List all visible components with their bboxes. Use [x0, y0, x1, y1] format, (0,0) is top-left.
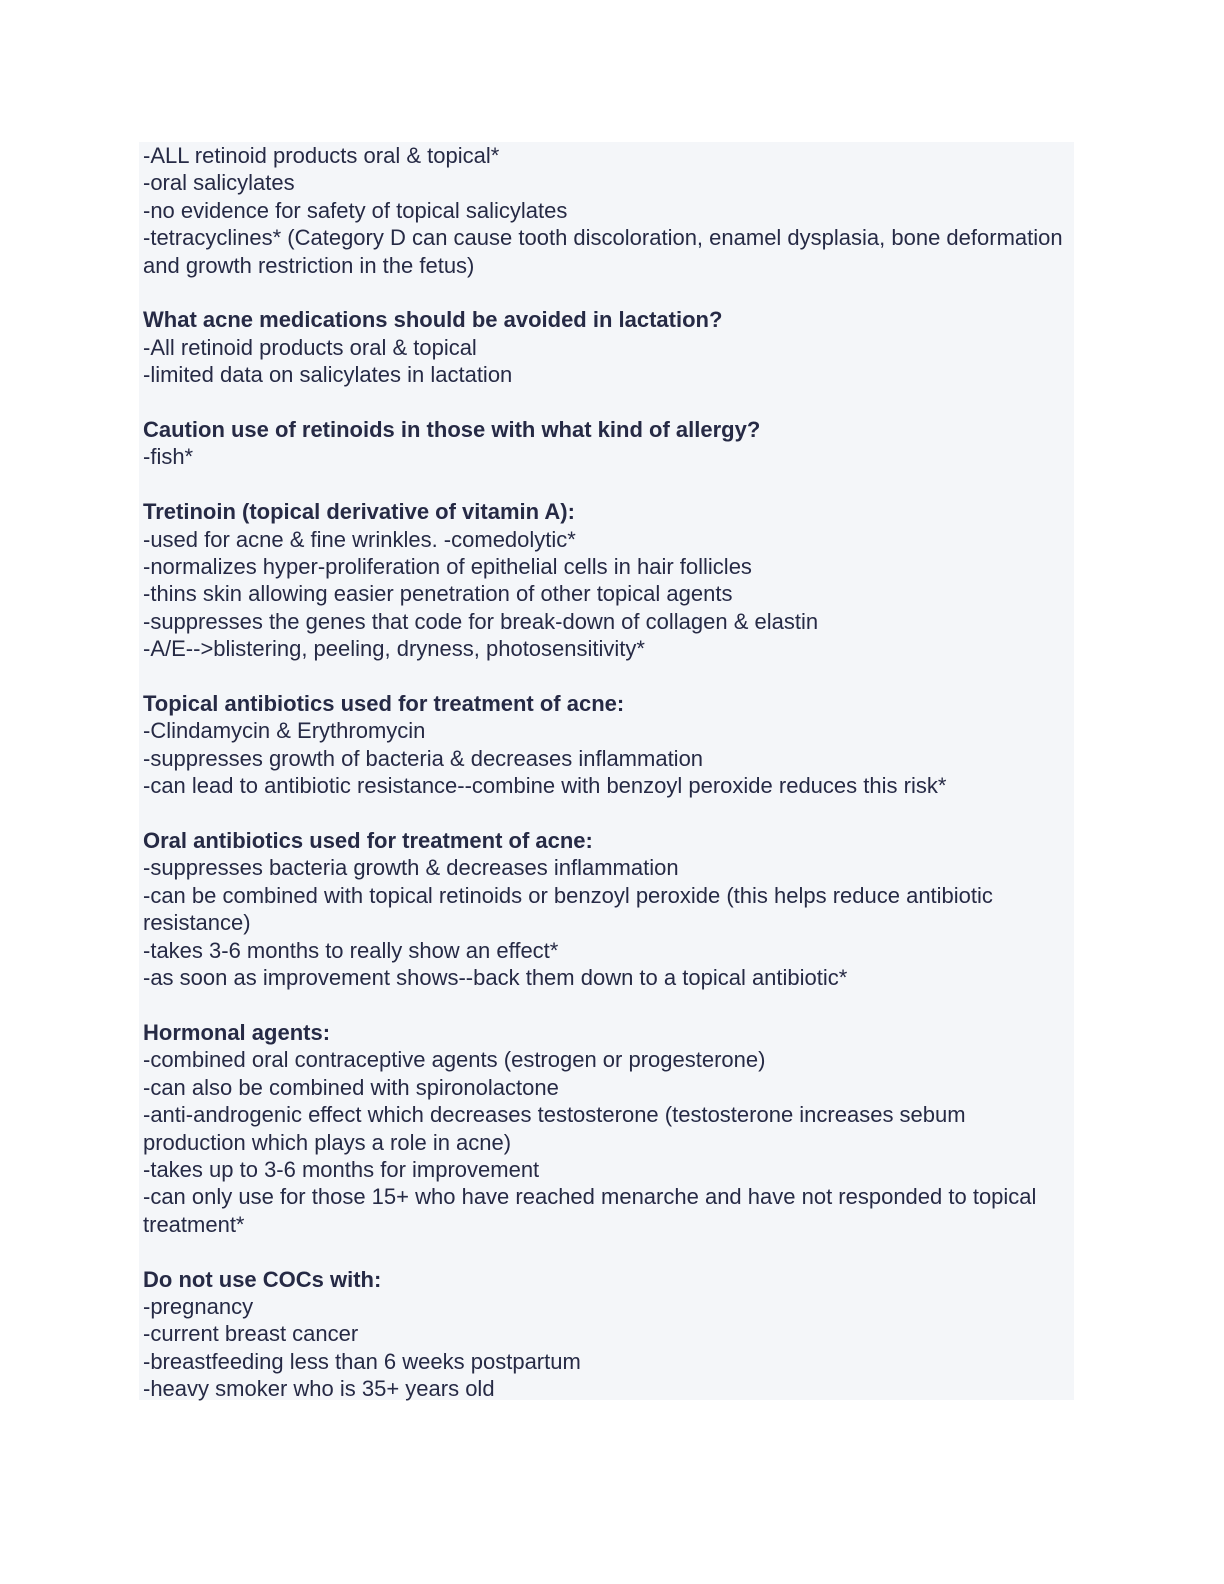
note-line: -tetracyclines* (Category D can cause tooth discoloration, enamel dysplasia, bone deformation and growth restriction in the fetus) [143, 225, 1063, 278]
section-heading: Tretinoin (topical derivative of vitamin A): [143, 499, 575, 525]
note-line: -anti-androgenic effect which decreases testosterone (testosterone increases sebum production which plays a role in acne) [143, 1102, 966, 1155]
note-line: -suppresses the genes that code for break-down of collagen & elastin [143, 608, 819, 634]
note-line: -can also be combined with spironolactone [143, 1074, 559, 1100]
note-line: -suppresses bacteria growth & decreases inflammation [143, 855, 679, 881]
study-notes-block [139, 142, 1074, 1400]
section-allergy [143, 416, 1070, 471]
note-line: -pregnancy [143, 1293, 254, 1319]
section-lactation [143, 306, 1070, 388]
note-line: -can lead to antibiotic resistance--combine with benzoyl peroxide reduces this risk* [143, 773, 947, 799]
section-pregnancy-avoid [143, 142, 1070, 279]
note-line: -normalizes hyper-proliferation of epithelial cells in hair follicles [143, 554, 752, 580]
note-line: -limited data on salicylates in lactation [143, 362, 513, 388]
section-heading: Topical antibiotics used for treatment of acne: [143, 691, 625, 717]
note-line: -A/E-->blistering, peeling, dryness, photosensitivity* [143, 636, 645, 662]
note-line: -breastfeeding less than 6 weeks postpartum [143, 1348, 581, 1374]
section-coc-contraindications [143, 1266, 1070, 1403]
note-line: -oral salicylates [143, 170, 295, 196]
section-heading: Oral antibiotics used for treatment of acne: [143, 828, 593, 854]
note-line: -thins skin allowing easier penetration of other topical agents [143, 581, 733, 607]
section-tretinoin [143, 498, 1070, 662]
section-hormonal-agents [143, 1019, 1070, 1238]
note-line: -can be combined with topical retinoids or benzoyl peroxide (this helps reduce antibiotic resistance) [143, 882, 993, 936]
note-line: -used for acne & fine wrinkles. -comedolytic* [143, 526, 576, 552]
note-line: -All retinoid products oral & topical [143, 334, 477, 360]
note-line: -ALL retinoid products oral & topical* [143, 143, 500, 168]
note-line: -takes up to 3-6 months for improvement [143, 1156, 540, 1182]
section-oral-antibiotics [143, 827, 1070, 991]
note-line: -fish* [143, 444, 194, 470]
note-line: -no evidence for safety of topical salicylates [143, 197, 568, 223]
note-line: -Clindamycin & Erythromycin [143, 718, 426, 744]
note-line: -can only use for those 15+ who have reached menarche and have not responded to topical treatment* [143, 1184, 1037, 1237]
section-heading: Do not use COCs with: [143, 1266, 382, 1292]
section-topical-antibiotics [143, 690, 1070, 800]
note-line: -as soon as improvement shows--back them down to a topical antibiotic* [143, 965, 848, 991]
section-heading: Hormonal agents: [143, 1019, 331, 1045]
note-line: -suppresses growth of bacteria & decreases inflammation [143, 745, 704, 771]
note-line: -current breast cancer [143, 1321, 359, 1347]
note-line: -takes 3-6 months to really show an effect* [143, 937, 559, 963]
section-heading: Caution use of retinoids in those with what kind of allergy? [143, 417, 761, 443]
section-heading: What acne medications should be avoided in lactation? [143, 307, 723, 333]
note-line: -combined oral contraceptive agents (estrogen or progesterone) [143, 1047, 766, 1073]
note-line: -heavy smoker who is 35+ years old [143, 1376, 495, 1402]
